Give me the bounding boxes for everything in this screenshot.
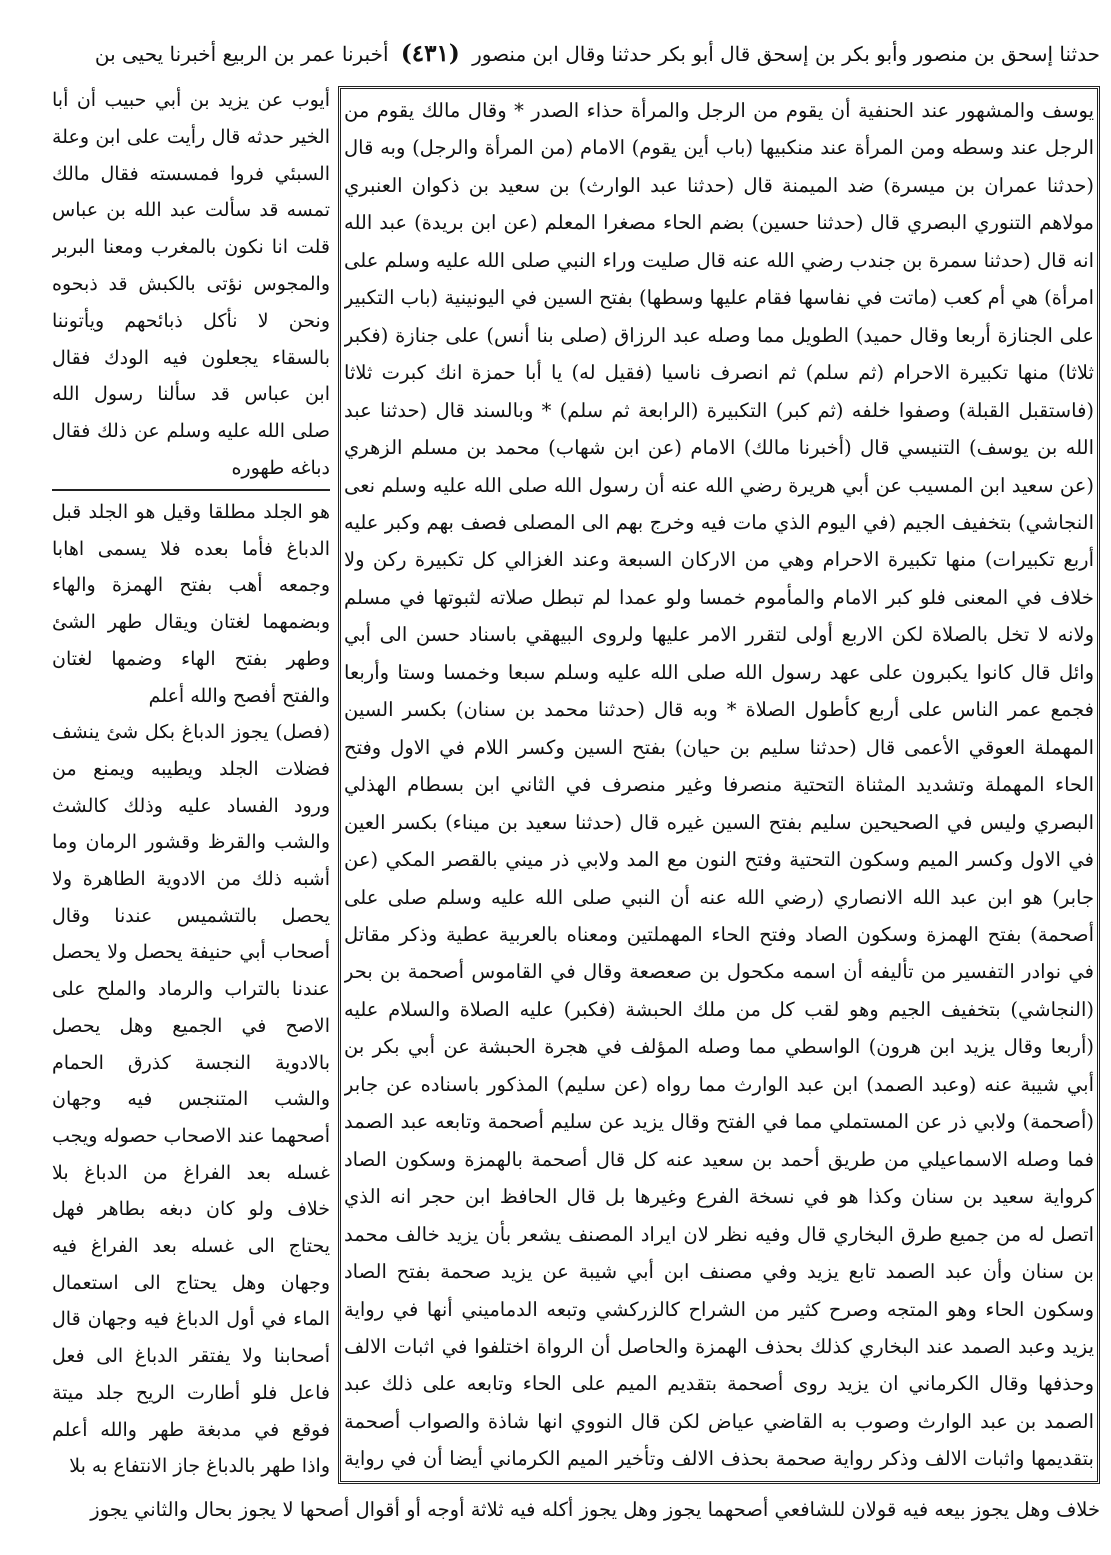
margin-divider — [52, 489, 330, 491]
header-right-text: أخبرنا عمر بن الربيع أخبرنا يحيى بن — [94, 42, 389, 66]
footer-continuation — [50, 1490, 1100, 1530]
margin-hadith-paragraph: أيوب عن يزيد بن أبي حبيب أن أبا الخير حدثه قال رأيت على ابن وعلة السبئي فروا فمسسته فقال مالك تمسه قد سألت عبد الله بن عباس قلت انا نكون بالمغرب ومعنا البربر والمجوس نؤتى بالكبش قد ذبحوه ونحن لا نأكل ذبائحهم ويأتوننا بالسقاء يجعلون فيه الودك فقال ابن عباس قد سألنا رسول الله صلى الله عليه وسلم عن ذلك فقال دباغه طهوره — [52, 89, 330, 479]
footer-text: خلاف وهل يجوز بيعه فيه قولان للشافعي أصحهما يجوز وهل يجوز أكله فيه ثلاثة أوجه أو أقوال أصحها لا يجوز بحال والثاني يجوز — [90, 1498, 1100, 1521]
page-number: (٤٣١) — [400, 40, 460, 67]
margin-hadith-text — [52, 82, 330, 482]
header-left-text: حدثنا إسحق بن منصور وأبو بكر بن إسحق قال أبو بكر حدثنا وقال ابن منصور — [472, 42, 1100, 66]
margin-commentary-paragraph-2: (فصل) يجوز الدباغ بكل شئ ينشف فضلات الجلد ويطيبه ويمنع من ورود الفساد عليه وذلك كالشث والشب والقرظ وقشور الرمان وما أشبه ذلك من الادوية الطاهرة ولا يحصل بالتشميس عندنا وقال أصحاب أبي حنيفة يحصل ولا يحصل عندنا بالتراب والرماد والملح على الاصح في الجميع وهل يحصل بالادوية النجسة كذرق الحمام والشب المتنجس فيه وجهان أصحهما عند الاصحاب حصوله ويجب غسله بعد الفراغ من الدباغ بلا خلاف ولو كان دبغه بطاهر فهل يحتاج الى غسله بعد الفراغ فيه وجهان وهل يحتاج الى استعمال الماء في أول الدباغ فيه وجهان قال أصحابنا ولا يفتقر الدباغ الى فعل فاعل فلو أطارت الريح جلد ميتة فوقع في مدبغة طهر والله أعلم واذا طهر بالدباغ جاز الانتفاع به بلا — [52, 721, 330, 1478]
main-commentary — [344, 92, 1094, 1478]
main-commentary-paragraph: يوسف والمشهور عند الحنفية أن يقوم من الرجل والمرأة حذاء الصدر * وقال مالك يقوم من الرجل عند وسطه ومن المرأة عند منكبيها (باب أين يقوم) الامام (من المرأة والرجل) وبه قال (حدثنا عمران بن ميسرة) ضد الميمنة قال (حدثنا عبد الوارث) بن سعيد بن ذكوان العنبري مولاهم التنوري البصري قال (حدثنا حسين) بضم الحاء مصغرا المعلم (عن ابن بريدة) عبد الله انه قال (حدثنا سمرة بن جندب رضي الله عنه قال صليت وراء النبي صلى الله عليه وسلم على امرأة) هي أم كعب (ماتت في نفاسها فقام عليها وسطها) بفتح السين في اليونينية (باب التكبير على الجنازة أربعا وقال حميد) الطويل مما وصله عبد الرزاق (صلى بنا أنس) على جنازة (فكبر ثلاثا) منها تكبيرة الاحرام (ثم سلم) ثم انصرف ناسيا (فقيل له) يا أبا حمزة انك كبرت ثلاثا (فاستقبل القبلة) وصفوا خلفه (ثم كبر) التكبيرة (الرابعة ثم سلم) * وبالسند قال (حدثنا عبد الله بن يوسف) التنيسي قال (أخبرنا مالك) الامام (عن ابن شهاب) محمد بن مسلم الزهري (عن سعيد ابن المسيب عن أبي هريرة رضي الله عنه أن رسول الله صلى الله عليه وسلم نعى النجاشي) بتخفيف الجيم (في اليوم الذي مات فيه وخرج بهم الى المصلى فصف بهم وكبر عليه أربع تكبيرات) منها تكبيرة الاحرام وهي من الاركان السبعة وعند الغزالي كل تكبيرة ركن ولا خلاف في المعنى فلو كبر الامام والمأموم خمسا ولو عمدا لم تبطل صلاته لثبوتها في مسلم ولانه لا تخل بالصلاة لكن الاربع أولى لتقرر الامر عليها ولروى البيهقي باسناد حسن الى أبي وائل قال كانوا يكبرون على عهد رسول الله صلى الله عليه وسلم سبعا وخمسا وستا وأربعا فجمع عمر الناس على أربع كأطول الصلاة * وبه قال (حدثنا محمد بن سنان) بكسر السين المهملة العوقي الأعمى قال (حدثنا سليم بن حيان) بفتح السين وكسر اللام في الاول وفتح الحاء المهملة وتشديد المثناة التحتية منصرفا وغير منصرف في الثاني ابن بسطام الهذلي البصري وليس في الصحيحين سليم بفتح السين غيره قال (حدثنا سعيد بن ميناء) بكسر العين في الاول وكسر الميم وسكون التحتية وفتح النون مع المد ولابي ذر ميني بالقصر المكي (عن جابر) هو ابن عبد الله الانصاري (رضي الله عنه أن النبي صلى الله عليه وسلم صلى على أصحمة) بفتح الهمزة وسكون الصاد وفتح الحاء المهملتين ومعناه بالعربية عطية وذكر مقاتل في نوادر التفسير من تأليفه أن اسمه مكحول بن صعصعة وقال في القاموس أصحمة بن بحر (النجاشي) بتخفيف الجيم وهو لقب كل من ملك الحبشة (فكبر) عليه الصلاة والسلام عليه (أربعا وقال يزيد ابن هرون) الواسطي مما وصله المؤلف في هجرة الحبشة عن أبي بكر بن أبي شيبة عنه (وعبد الصمد) ابن عبد الوارث مما رواه (عن سليم) المذكور باسناده عن جابر (أصحمة) ولابي ذر عن المستملي مما في الفتح وقال يزيد عن سليم أصحمة وتابعه عبد الصمد فما وصله الاسماعيلي من طريق أحمد بن سعيد عنه كل قال أصحمة بالهمزة وسكون الصاد كرواية سعيد بن سنان وكذا هو في نسخة الفرع وغيرها بل قال الحافظ ابن حجر انه الذي اتصل له من جميع طرق البخاري قال وفيه نظر لان ايراد المصنف يشعر بأن يزيد خالف محمد بن سنان وأن عبد الصمد تابع يزيد وفي مصنف ابن أبي شيبة عن يزيد صحمة بفتح الصاد وسكون الحاء وهو المتجه وصرح كثير من الشراح كالزركشي وتبعه الدماميني أنها في رواية يزيد وعبد الصمد عند البخاري كذلك بحذف الهمزة والحاصل أن الرواة اختلفوا في اثبات الالف وحذفها وقال الكرماني ان يزيد روى أصحمة بتقديم الميم على الحاء وتابعه على ذلك عبد الصمد بن عبد الوارث وصوب به القاضي عياض لكن قال النووي انها شاذة والصواب أصحمة بتقديمها واثبات الالف وذكر رواية صحمة بحذف الالف وتأخير الميم الكرماني أيضا أن في رواية — [344, 99, 1094, 1471]
margin-commentary — [52, 494, 330, 1486]
margin-commentary-paragraph-1: هو الجلد مطلقا وقيل هو الجلد قبل الدباغ فأما بعده فلا يسمى اهابا وجمعه أهب بفتح الهمزة والهاء وبضمهما لغتان ويقال طهر الشئ وطهر بفتح الهاء وضمها لغتان والفتح أفصح والله أعلم — [52, 501, 330, 707]
running-header — [50, 36, 1100, 72]
